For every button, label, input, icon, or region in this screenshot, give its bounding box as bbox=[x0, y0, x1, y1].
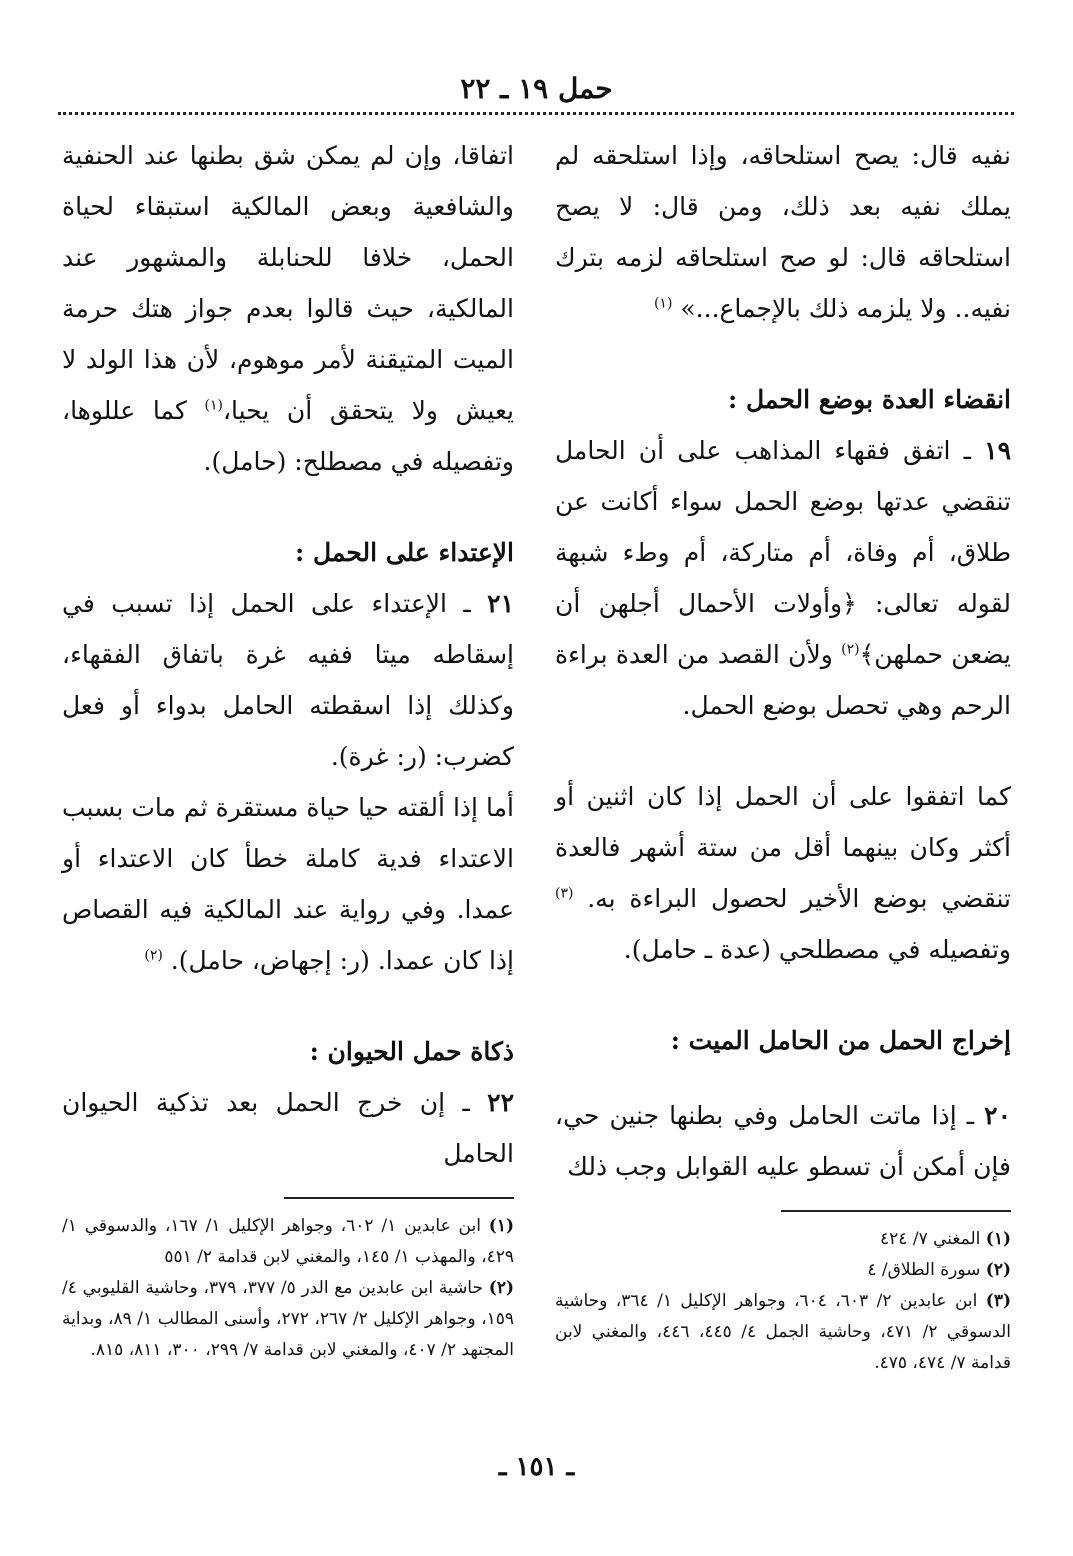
section-heading: ذكاة حمل الحيوان : bbox=[309, 1037, 514, 1066]
paragraph: ٢٠ ـ إذا ماتت الحامل وفي بطنها جنين حي، فإن أمكن أن تسطو عليه القوابل وجب ذلك bbox=[555, 1101, 1012, 1181]
section-number: ١٩ bbox=[984, 436, 1011, 465]
footnote: (١) ابن عابدين ١/ ٦٠٢، وجواهر الإكليل ١/ ١٦٧، والدسوقي ١/ ٤٢٩، والمهذب ١/ ١٤٥، والمغني لابن قدامة ٢/ ٥٥١ bbox=[62, 1216, 515, 1267]
footnote: (١) المغني ٧/ ٤٢٤ bbox=[880, 1229, 1011, 1249]
section-heading: الإعتداء على الحمل : bbox=[295, 538, 514, 567]
paragraph: ١٩ ـ اتفق فقهاء المذاهب على أن الحامل تنقضي عدتها بوضع الحمل سواء أكانت عن طلاق، أم وفاة، أم متاركة، أم وطء شبهة لقوله تعالى: ﴿وأولات الأحمال أجلهن أن يضعن حملهن﴾$^{(٢)}$ ولأن القصد من العدة براءة الرحم وهي تحصل بوضع الحمل. bbox=[555, 436, 1011, 720]
footnote-ref[interactable]: (٢) bbox=[841, 641, 860, 658]
footnotes bbox=[62, 1211, 514, 1366]
footnote: (٣) ابن عابدين ٢/ ٦٠٣، ٦٠٤، وجواهر الإكليل ١/ ٣٦٤، وحاشية الدسوقي ٢/ ٤٧١، وحاشية الجمل ٤/ ٤٤٥، ٤٤٦، والمغني لابن قدامة ٧/ ٤٧٤، ٤٧٥. bbox=[555, 1291, 1012, 1373]
footnote-ref[interactable]: (١) bbox=[204, 397, 223, 414]
right-column bbox=[555, 130, 1011, 1379]
section-heading: انقضاء العدة بوضع الحمل : bbox=[728, 385, 1011, 414]
footnotes bbox=[555, 1224, 1011, 1379]
footnote-ref[interactable]: (٣) bbox=[555, 885, 574, 902]
header-dotted-rule bbox=[58, 112, 1014, 115]
footnote: (٢) سورة الطلاق/ ٤ bbox=[867, 1260, 1011, 1280]
paragraph: اتفاقا، وإن لم يمكن شق بطنها عند الحنفية والشافعية وبعض المالكية استبقاء لحياة الحمل، خلافا للحنابلة والمشهور عند المالكية، حيث قالوا بعدم جواز هتك حرمة الميت المتيقنة لأمر موهوم، لأن هذا الولد لا يعيش ولا يتحقق أن يحيا،$^{(١)}$ كما عللوها، وتفصيله في مصطلح: (حامل). bbox=[62, 141, 514, 476]
paragraph: أما إذا ألقته حيا حياة مستقرة ثم مات بسبب الاعتداء فدية كاملة خطأ كان الاعتداء أو عمدا. وفي رواية عند المالكية فيه القصاص إذا كان عمدا. (ر: إجهاض، حامل). $^{(٢)}$ bbox=[62, 793, 514, 975]
section-heading: إخراج الحمل من الحامل الميت : bbox=[670, 1026, 1011, 1055]
footnote: (٢) حاشية ابن عابدين مع الدر ٥/ ٣٧٧، ٣٧٩، وحاشية القليوبي ٤/ ١٥٩، وجواهر الإكليل ٢/ ٢٦٧، ٢٧٢، وأسنى المطالب ١/ ٨٩، وبداية المجتهد ٢/ ٤٠٧، والمغني لابن قدامة ٧/ ٢٩٩، ٣٠٠، ٨١١، ٨١٥. bbox=[62, 1278, 515, 1360]
paragraph: نفيه قال: يصح استلحاقه، وإذا استلحقه لم يملك نفيه بعد ذلك، ومن قال: لا يصح استلحاقه قال: لو صح استلحاقه لزمه بترك نفيه.. ولا يلزمه ذلك بالإجماع...» $^{(١)}$ bbox=[555, 141, 1011, 323]
left-column bbox=[62, 130, 514, 1366]
footnote-ref[interactable]: (٢) bbox=[144, 947, 163, 964]
footnote-ref[interactable]: (١) bbox=[653, 295, 673, 312]
section-number: ٢١ bbox=[487, 589, 514, 618]
section-number: ٢٠ bbox=[984, 1101, 1012, 1130]
footnote-rule bbox=[284, 1197, 514, 1199]
paragraph: كما اتفقوا على أن الحمل إذا كان اثنين أو أكثر وكان بينهما أقل من ستة أشهر فالعدة تنقضي بوضع الأخير لحصول البراءة به. $^{(٣)}$ وتفصيله في مصطلحي (عدة ـ حامل). bbox=[555, 782, 1011, 964]
footnote-rule bbox=[781, 1210, 1011, 1212]
page-number: ـ ١٥١ ـ bbox=[498, 1452, 575, 1482]
section-number: ٢٢ bbox=[487, 1088, 514, 1117]
running-header: حمل ١٩ ـ ٢٢ bbox=[460, 72, 613, 105]
paragraph: ٢١ ـ الإعتداء على الحمل إذا تسبب في إسقاطه ميتا ففيه غرة باتفاق الفقهاء، وكذلك إذا اسقطته الحامل بدواء أو فعل كضرب: (ر: غرة). bbox=[62, 589, 514, 771]
paragraph: ٢٢ ـ إن خرج الحمل بعد تذكية الحيوان الحامل bbox=[62, 1088, 514, 1168]
